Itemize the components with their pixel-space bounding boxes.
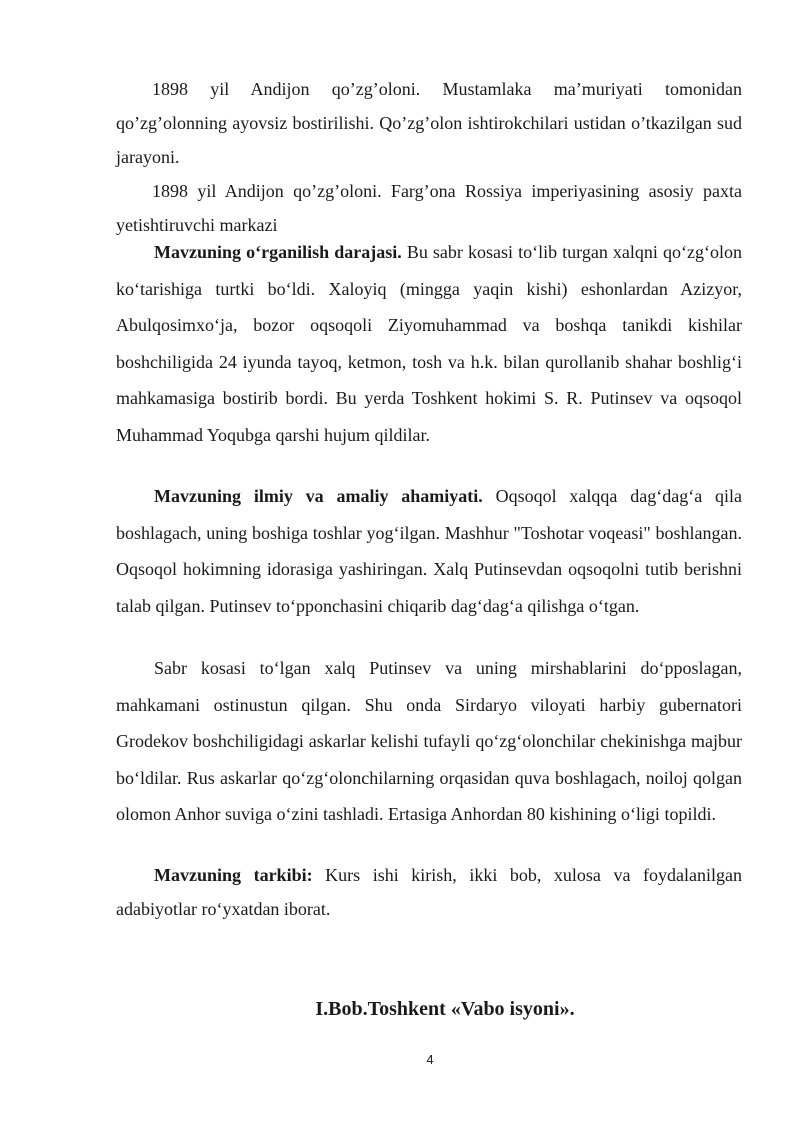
paragraph-structure [116,858,742,926]
paragraph-heading: Mavzuning o‘rganilish darajasi. [154,242,402,262]
paragraph-andijon-uprising-intro [116,72,742,174]
paragraph-text: Kurs ishi kirish, ikki bob, xulosa va foydalanilgan adabiyotlar ro‘yxatdan iborat. [116,865,742,919]
paragraph-scientific-significance [116,478,742,624]
paragraph-text: Bu sabr kosasi to‘lib turgan xalqni qo‘zg‘olon ko‘tarishiga turtki bo‘ldi. Xaloyiq (mingga yaqin kishi) eshonlardan Azizyor, Abulqosimxo‘ja, bozor oqsoqoli Ziyomuhammad va boshqa tanikdi kishilar boshchiligida 24 iyunda tayoq, ketmon, tosh va h.k. bilan qurollanib shahar boshlig‘i mahkamasiga bostirib bordi. Bu yerda Toshkent hokimi S. R. Putinsev va oqsoqol Muhammad Yoqubga qarshi hujum qildilar. [116,242,742,445]
paragraph-heading: Mavzuning tarkibi: [154,865,313,885]
paragraph-uprising-suppression [116,650,742,833]
paragraph-text: Sabr kosasi to‘lgan xalq Putinsev va uning mirshablarini do‘pposlagan, mahkamani ostinustun qilgan. Shu onda Sirdaryo viloyati harbiy gubernatori Grodekov boshchiligidagi askarlar kelishi tufayli qo‘zg‘olonchilar chekinishga majbur bo‘ldilar. Rus askarlar qo‘zg‘olonchilarning orqasidan quva boshlagach, noiloj qolgan olomon Anhor suviga o‘zini tashladi. Ertasiga Anhordan 80 kishining o‘ligi topildi. [116,658,742,824]
paragraph-heading: Mavzuning ilmiy va amaliy ahamiyati. [154,486,483,506]
chapter-heading: I.Bob.Toshkent «Vabo isyoni». [315,998,575,1020]
paragraph-study-level [116,234,742,453]
page-number: 4 [426,1052,434,1067]
paragraph-text: Oqsoqol xalqqa dag‘dag‘a qila boshlagach, uning boshiga toshlar yog‘ilgan. Mashhur "Toshotar voqeasi" boshlangan. Oqsoqol hokimning idorasiga yashiringan. Xalq Putinsevdan oqsoqolni tutib berishni talab qilgan. Putinsev to‘pponchasini chiqarib dag‘dag‘a qilishga o‘tgan. [116,486,742,616]
paragraph-text: 1898 yil Andijon qo’zg’oloni. Farg’ona Rossiya imperiyasining asosiy paxta yetishtiruvchi markazi [116,181,742,235]
paragraph-text: 1898 yil Andijon qo’zg’oloni. Mustamlaka ma’muriyati tomonidan qo’zg’olonning ayovsiz bostirilishi. Qo’zg’olon ishtirokchilari ustidan o’tkazilgan sud jarayoni. [116,79,742,167]
paragraph-fergana-cotton [116,174,742,242]
